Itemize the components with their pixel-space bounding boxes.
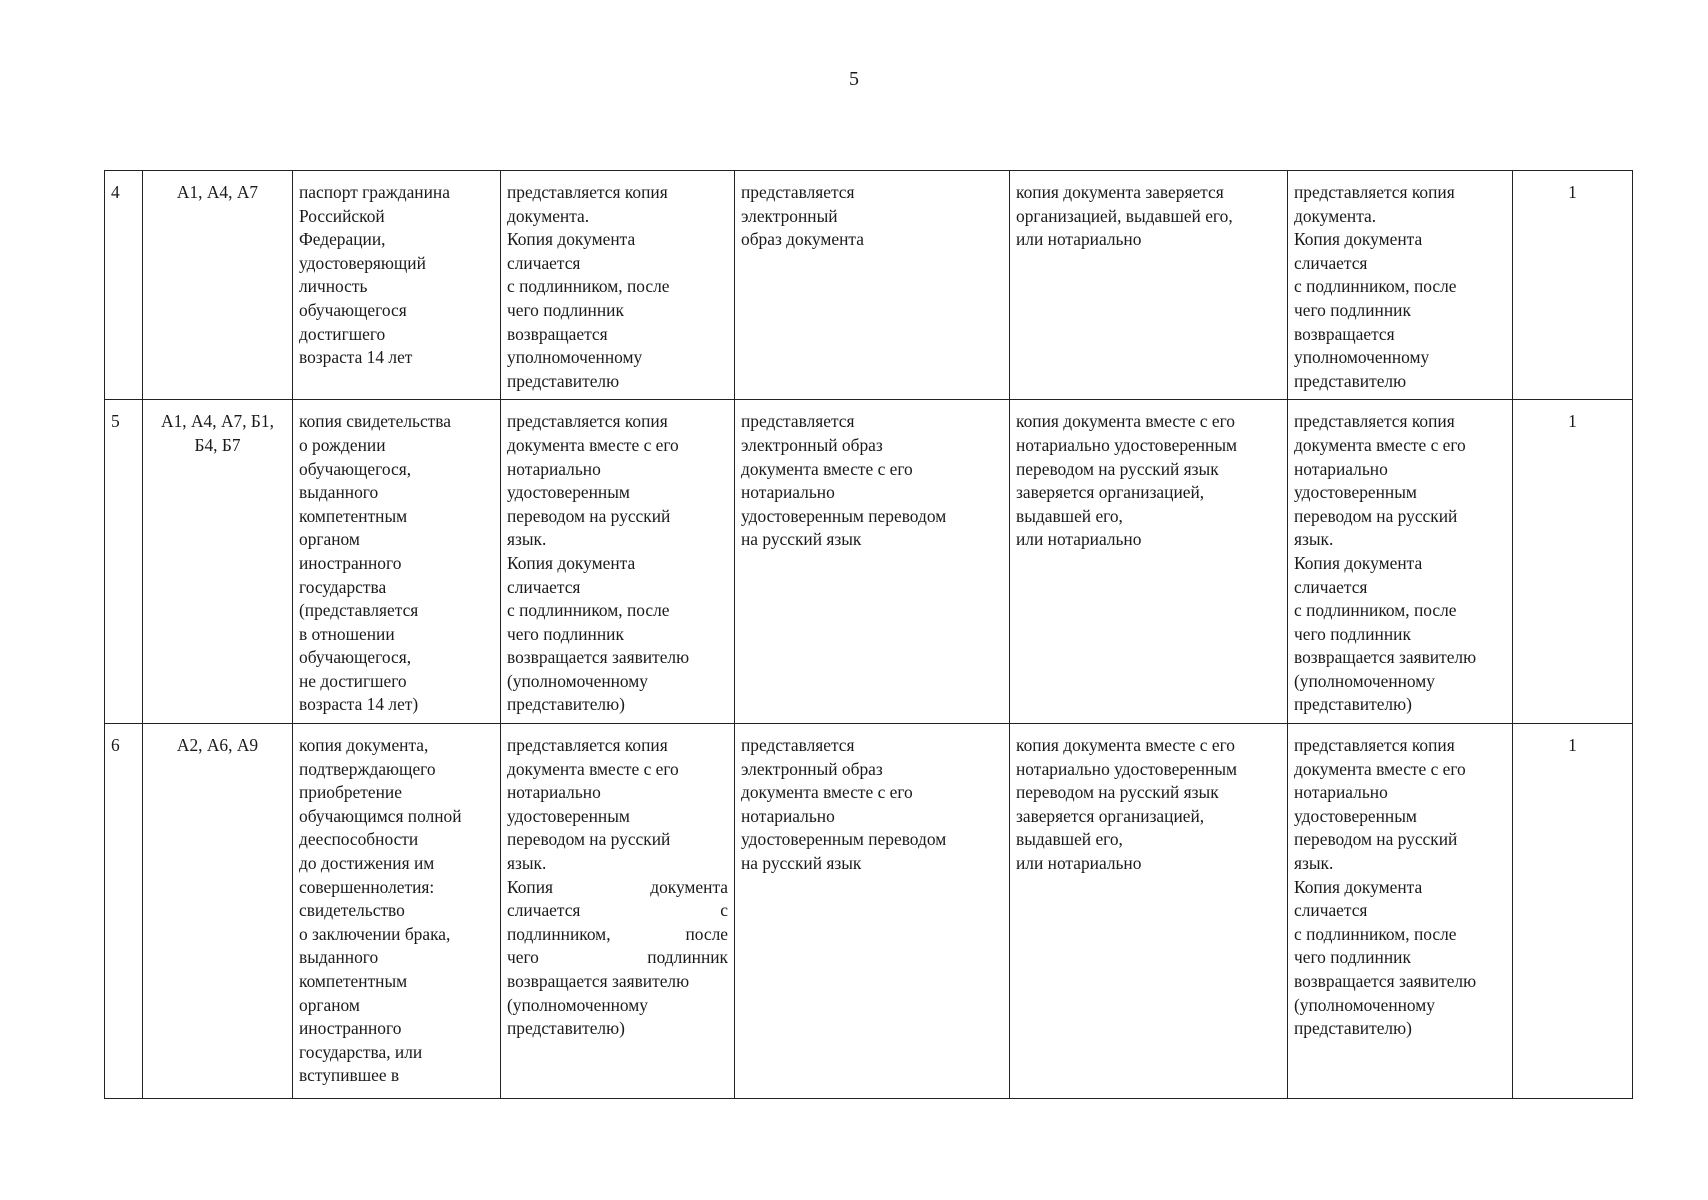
paper-line: переводом на русский: [507, 829, 671, 850]
word: с: [720, 900, 728, 921]
row-number: 6: [105, 724, 143, 1099]
paper-line: (уполномоченному: [507, 994, 649, 1015]
row-number: 4: [105, 171, 143, 400]
certification: копия документа вместе с его нотариально удостоверенным переводом на русский язык заверяется организацией, выдавшей его, или нотариально: [1010, 400, 1288, 724]
document-name: паспорт гражданина Российской Федерации, удостоверяющий личность обучающегося достигшего возраста 14 лет: [293, 171, 501, 400]
word: чего: [507, 947, 539, 968]
word: после: [685, 923, 728, 944]
paper-submission: [501, 724, 735, 1099]
paper-line: представителю): [507, 1018, 625, 1039]
service-codes: А1, А4, А7: [143, 171, 293, 400]
paper-line: [507, 899, 728, 923]
electronic-submission: представляется электронный образ документа вместе с его нотариально удостоверенным переводом на русский язык: [735, 400, 1010, 724]
table-row: [105, 400, 1633, 724]
paper-line: [507, 876, 728, 900]
document-count: 1: [1513, 171, 1633, 400]
document-count: 1: [1513, 400, 1633, 724]
paper-line: удостоверенным: [507, 805, 630, 826]
mail-submission: представляется копия документа вместе с его нотариально удостоверенным переводом на русский язык. Копия документа сличается с подлинником, после чего подлинник возвращается заявителю (уполномоченному представителю): [1288, 400, 1513, 724]
electronic-submission: представляется электронный образ документа: [735, 171, 1010, 400]
paper-submission: представляется копия документа вместе с его нотариально удостоверенным переводом на русский язык. Копия документа сличается с подлинником, после чего подлинник возвращается заявителю (уполномоченному представителю): [501, 400, 735, 724]
certification: копия документа вместе с его нотариально удостоверенным переводом на русский язык заверяется организацией, выдавшей его, или нотариально: [1010, 724, 1288, 1099]
word: подлинник: [647, 947, 728, 968]
paper-line: документа вместе с его: [507, 758, 679, 779]
paper-submission: представляется копия документа. Копия документа сличается с подлинником, после чего подлинник возвращается уполномоченному представителю: [501, 171, 735, 400]
document-name: копия свидетельства о рождении обучающегося, выданного компетентным органом иностранного государства (представляется в отношении обучающегося, не достигшего возраста 14 лет): [293, 400, 501, 724]
document-count: 1: [1513, 724, 1633, 1099]
document-name: копия документа, подтверждающего приобретение обучающимся полной дееспособности до достижения им совершеннолетия: свидетельство о заключении брака, выданного компетентным органом иностранного государства, или вступившее в: [293, 724, 501, 1099]
mail-submission: представляется копия документа. Копия документа сличается с подлинником, после чего подлинник возвращается уполномоченному представителю: [1288, 171, 1513, 400]
paper-line: [507, 923, 728, 947]
word: документа: [650, 876, 728, 897]
paper-line: нотариально: [507, 782, 601, 803]
electronic-submission: представляется электронный образ документа вместе с его нотариально удостоверенным переводом на русский язык: [735, 724, 1010, 1099]
row-number: 5: [105, 400, 143, 724]
table-row: [105, 171, 1633, 400]
service-codes: А2, А6, А9: [143, 724, 293, 1099]
certification: копия документа заверяется организацией, выдавшей его, или нотариально: [1010, 171, 1288, 400]
documents-table: [104, 170, 1633, 1099]
paper-line: язык.: [507, 853, 547, 874]
word: подлинником,: [507, 923, 611, 944]
word: сличается: [507, 900, 581, 921]
paper-line: возвращается заявителю: [507, 971, 690, 991]
paper-line: [507, 946, 728, 970]
paper-line: представляется копия: [507, 735, 668, 756]
mail-submission: представляется копия документа вместе с его нотариально удостоверенным переводом на русский язык. Копия документа сличается с подлинником, после чего подлинник возвращается заявителю (уполномоченному представителю): [1288, 724, 1513, 1099]
page-number: 5: [849, 68, 859, 90]
table-row: [105, 724, 1633, 1099]
service-codes: А1, А4, А7, Б1, Б4, Б7: [143, 400, 293, 724]
word: Копия: [507, 876, 554, 897]
